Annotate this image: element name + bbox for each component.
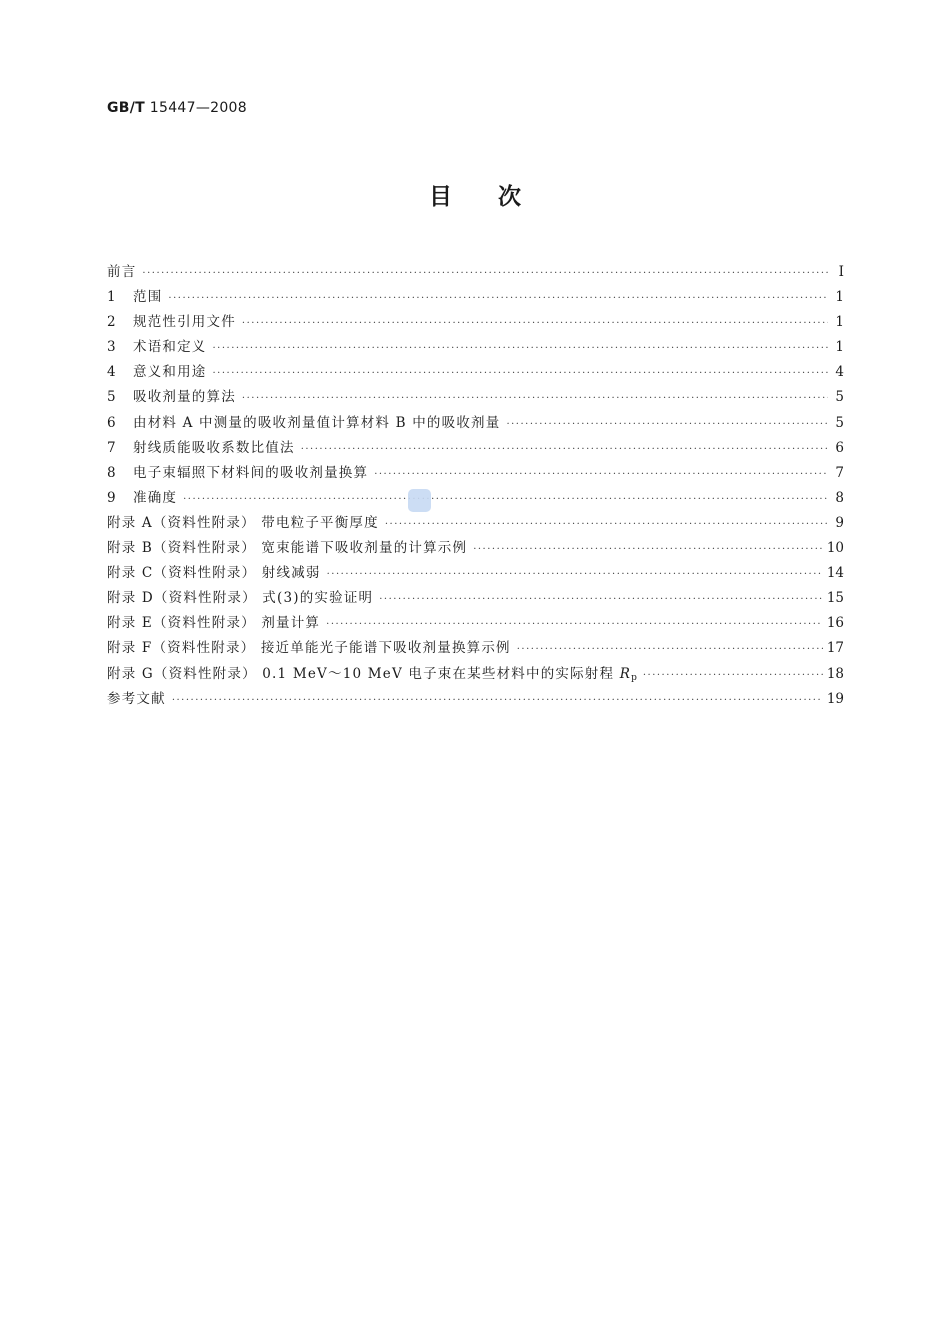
toc-entry-page: 14 [826,565,844,582]
toc-entry-label: 射线质能吸收系数比值法 [133,439,295,456]
toc-entry-page: 9 [835,514,844,531]
toc-entry-label: 准确度 [133,489,178,506]
toc-entry-label: 电子束辐照下材料间的吸收剂量换算 [133,464,369,481]
toc-leader-dots [213,361,829,386]
toc-entry-annex-g[interactable] [107,662,844,687]
toc-entry-page: 16 [826,615,844,632]
toc-entry-page: 19 [826,690,844,707]
watermark-mark [408,489,431,512]
toc-leader-dots [301,437,828,462]
toc-entry-page: 17 [826,640,844,657]
standard-number: 15447—2008 [149,100,247,116]
toc-entry-label: 由材料 A 中测量的吸收剂量值计算材料 B 中的吸收剂量 [133,414,501,431]
toc-entry-annex-f[interactable] [107,636,844,661]
toc-entry-number: 3 [107,339,116,356]
toc-entry-label [107,662,637,691]
toc-entry-6[interactable] [107,411,844,436]
toc-entry-page: 5 [835,389,844,406]
toc-entry-annex-d[interactable] [107,586,844,611]
toc-leader-dots [473,537,823,562]
toc-entry-references[interactable] [107,687,844,712]
toc-entry-annex-e[interactable] [107,611,844,636]
table-of-contents [107,260,844,712]
toc-leader-dots [385,512,828,537]
toc-entry-page: 5 [835,414,844,431]
toc-entry-9[interactable] [107,486,844,511]
toc-entry-page: 1 [835,314,844,331]
toc-entry-label: 术语和定义 [133,339,207,356]
toc-entry-annex-b[interactable] [107,536,844,561]
toc-entry-page: 4 [835,364,844,381]
toc-entry-label: 附录 B（资料性附录） 宽束能谱下吸收剂量的计算示例 [107,540,468,557]
toc-leader-dots [374,462,828,487]
toc-entry-page: Ⅰ [838,264,844,280]
toc-entry-label-text: 附录 G（资料性附录） 0.1 MeV～10 MeV 电子束在某些材料中的实际射程 [107,665,620,682]
toc-entry-1[interactable] [107,285,844,310]
toc-entry-label: 吸收剂量的算法 [133,389,236,406]
toc-entry-label: 附录 C（资料性附录） 射线减弱 [107,565,321,582]
toc-entry-page: 8 [835,489,844,506]
toc-leader-dots [379,587,823,612]
toc-entry-page: 6 [835,439,844,456]
toc-leader-dots [183,487,828,512]
toc-entry-4[interactable] [107,360,844,385]
toc-leader-dots [168,286,828,311]
toc-leader-dots [172,688,823,713]
toc-leader-dots [242,311,828,336]
toc-leader-dots [327,562,823,587]
toc-entry-label: 附录 A（资料性附录） 带电粒子平衡厚度 [107,514,379,531]
toc-entry-8[interactable] [107,461,844,486]
toc-entry-page: 7 [835,464,844,481]
toc-entry-page: 15 [826,590,844,607]
toc-leader-dots [643,663,823,688]
page-title [0,181,950,213]
toc-entry-number: 8 [107,464,116,481]
toc-leader-dots [506,412,828,437]
toc-leader-dots [213,336,829,361]
toc-leader-dots [142,261,828,286]
toc-entry-label: 附录 F（资料性附录） 接近单能光子能谱下吸收剂量换算示例 [107,640,511,657]
toc-entry-number: 7 [107,439,116,456]
standard-code [107,100,247,116]
toc-entry-number: 5 [107,389,116,406]
toc-entry-label: 附录 D（资料性附录） 式(3)的实验证明 [107,590,374,607]
toc-entry-label: 附录 E（资料性附录） 剂量计算 [107,615,321,632]
toc-leader-dots [517,637,823,662]
toc-entry-annex-a[interactable] [107,511,844,536]
toc-entry-page: 1 [835,289,844,306]
toc-entry-page: 1 [835,339,844,356]
toc-entry-number: 6 [107,414,116,431]
toc-entry-7[interactable] [107,436,844,461]
toc-entry-label: 规范性引用文件 [133,314,236,331]
toc-leader-dots [326,612,823,637]
toc-entry-page: 10 [826,540,844,557]
toc-entry-3[interactable] [107,335,844,360]
range-symbol: R [619,665,632,682]
toc-entry-label: 范围 [133,289,163,306]
range-symbol-subscript: p [631,672,637,683]
toc-entry-foreword[interactable] [107,260,844,285]
toc-entry-number: 1 [107,289,116,306]
toc-entry-2[interactable] [107,310,844,335]
toc-entry-number: 4 [107,364,116,381]
toc-entry-5[interactable] [107,385,844,410]
standard-prefix: GB/T [107,100,146,116]
page-title-char-1: 目 [429,184,452,210]
toc-entry-number: 9 [107,489,116,506]
toc-entry-number: 2 [107,314,116,331]
toc-entry-label: 意义和用途 [133,364,207,381]
toc-entry-page: 18 [826,665,844,682]
page-title-char-2: 次 [498,184,521,210]
toc-leader-dots [242,386,828,411]
toc-entry-label: 参考文献 [107,690,166,707]
toc-entry-label: 前言 [107,264,137,280]
toc-entry-annex-c[interactable] [107,561,844,586]
